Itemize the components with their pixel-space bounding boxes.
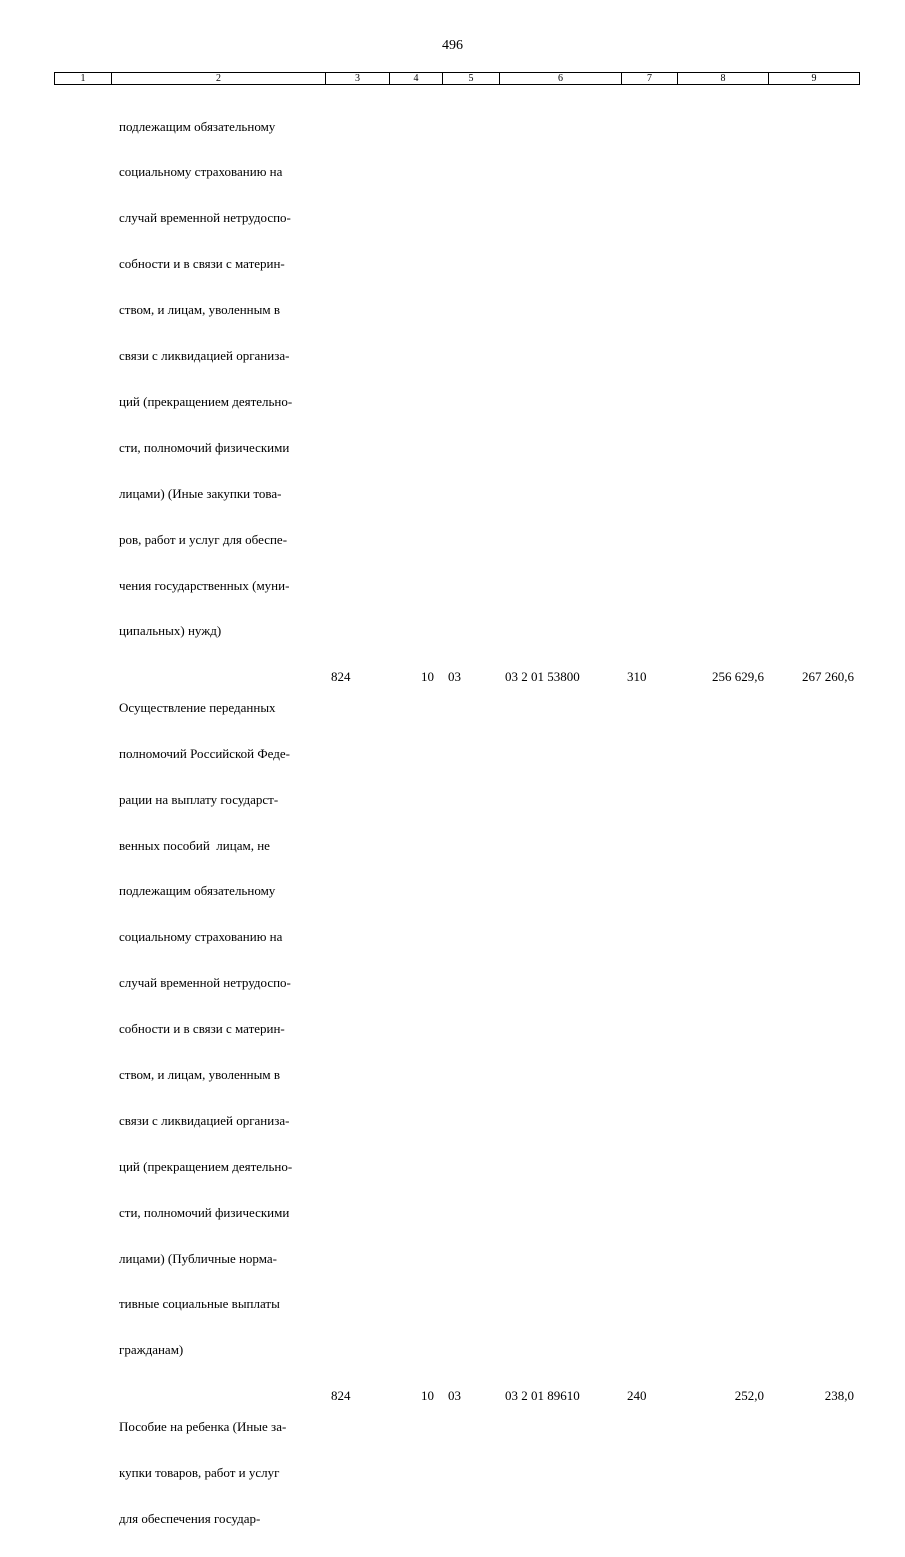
description-line: ций (прекращением деятельно- bbox=[119, 393, 293, 409]
description-line: случай временной нетрудоспо- bbox=[119, 975, 291, 991]
column-header-5: 5 bbox=[443, 73, 500, 84]
description-line: рации на выплату государст- bbox=[119, 791, 279, 807]
column-header-7: 7 bbox=[622, 73, 678, 84]
cell-amount-1: 252,0 bbox=[734, 1388, 764, 1404]
cell-expense-type: 310 bbox=[627, 669, 647, 685]
description-line: социальному страхованию на bbox=[119, 929, 283, 945]
cell-amount-1: 256 629,6 bbox=[712, 669, 764, 685]
description-line: подлежащим обязательному bbox=[119, 883, 276, 899]
cell-amount-2: 238,0 bbox=[824, 1388, 854, 1404]
cell-target-article: 03 2 01 89610 bbox=[505, 1388, 580, 1404]
column-header-4: 4 bbox=[390, 73, 443, 84]
cell-amount-2: 267 260,6 bbox=[802, 669, 854, 685]
table-row bbox=[54, 1388, 858, 1556]
cell-description bbox=[111, 88, 325, 669]
column-header-8: 8 bbox=[678, 73, 769, 84]
cell-target-article: 03 2 01 53800 bbox=[505, 669, 580, 685]
description-line: гражданам) bbox=[119, 1342, 184, 1358]
description-line: сти, полномочий физическими bbox=[119, 439, 290, 455]
cell-description bbox=[111, 669, 325, 1388]
description-line: полномочий Российской Феде- bbox=[119, 745, 290, 761]
description-line: ров, работ и услуг для обеспе- bbox=[119, 531, 288, 547]
description-line: ций (прекращением деятельно- bbox=[119, 1158, 293, 1174]
column-header-9: 9 bbox=[811, 73, 817, 84]
column-header-3: 3 bbox=[326, 73, 390, 84]
cell-expense-type: 240 bbox=[627, 1388, 647, 1404]
description-line: ципальных) нужд) bbox=[119, 623, 222, 639]
cell-description bbox=[111, 1388, 325, 1556]
cell-subsection: 03 bbox=[448, 669, 461, 685]
cell-grbs: 824 bbox=[331, 669, 351, 685]
description-line: для обеспечения государ- bbox=[119, 1510, 261, 1526]
description-line: лицами) (Иные закупки това- bbox=[119, 485, 282, 501]
description-line: сти, полномочий физическими bbox=[119, 1204, 290, 1220]
cell-section: 10 bbox=[421, 1388, 434, 1404]
column-header-6: 6 bbox=[500, 73, 622, 84]
cell-section: 10 bbox=[421, 669, 434, 685]
table-column-header bbox=[54, 72, 860, 85]
description-line: ством, и лицам, уволенным в bbox=[119, 302, 280, 318]
description-line: собности и в связи с материн- bbox=[119, 256, 285, 272]
description-line: венных пособий лицам, не bbox=[119, 837, 270, 853]
column-header-1: 1 bbox=[55, 73, 112, 84]
page-number: 496 bbox=[442, 38, 463, 53]
description-line: Осуществление переданных bbox=[119, 699, 276, 715]
cell-grbs: 824 bbox=[331, 1388, 351, 1404]
description-line: ством, и лицам, уволенным в bbox=[119, 1067, 280, 1082]
description-line: лицами) (Публичные норма- bbox=[119, 1250, 277, 1266]
description-line: подлежащим обязательному bbox=[119, 118, 276, 134]
description-line: связи с ликвидацией организа- bbox=[119, 1112, 290, 1128]
cell-subsection: 03 bbox=[448, 1388, 461, 1404]
table-body bbox=[54, 88, 858, 1557]
column-header-2: 2 bbox=[112, 73, 326, 84]
table-row bbox=[54, 669, 858, 1388]
description-line: Пособие на ребенка (Иные за- bbox=[119, 1418, 287, 1434]
description-line: купки товаров, работ и услуг bbox=[119, 1464, 280, 1480]
description-line: социальному страхованию на bbox=[119, 164, 283, 180]
description-line: тивные социальные выплаты bbox=[119, 1296, 280, 1312]
description-line: чения государственных (муни- bbox=[119, 577, 290, 593]
description-line: связи с ликвидацией организа- bbox=[119, 348, 290, 364]
description-line: случай временной нетрудоспо- bbox=[119, 210, 291, 226]
description-line: собности и в связи с материн- bbox=[119, 1021, 285, 1037]
table-row bbox=[54, 88, 858, 669]
